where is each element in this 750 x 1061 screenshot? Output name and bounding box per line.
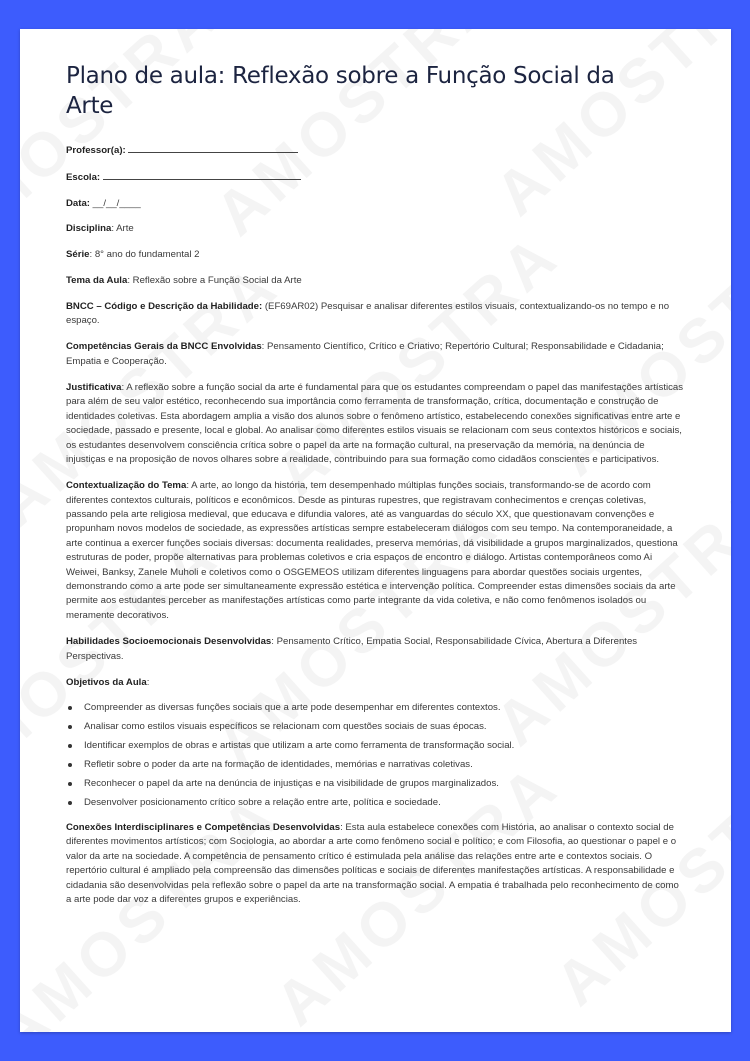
serie-value: : 8° ano do fundamental 2 <box>89 249 200 261</box>
competencias-label: Competências Gerais da BNCC Envolvidas <box>66 341 262 353</box>
competencias-text: : Pensamento Científico, Crítico e Criativo; Repertório Cultural; Responsabilidade e Cidadania; Empatia e Cooperação. <box>66 341 664 367</box>
data-value: __/__/____ <box>92 197 141 209</box>
list-item <box>66 758 686 772</box>
objective-text: Desenvolver posicionamento crítico sobre a relação entre arte, política e sociedade. <box>84 796 441 808</box>
objective-text: Refletir sobre o poder da arte na formação de identidades, memórias e narrativas coletivas. <box>84 758 473 770</box>
contextualizacao-label: Contextualização do Tema <box>66 480 187 492</box>
bncc-section <box>66 300 686 329</box>
data-label: Data: <box>66 197 90 209</box>
objective-text: Reconhecer o papel da arte na denúncia de injustiças e na visibilidade de grupos marginalizados. <box>84 777 499 789</box>
tema-value: : Reflexão sobre a Função Social da Arte <box>127 274 302 286</box>
justificativa-section <box>66 381 686 467</box>
list-item <box>66 701 686 715</box>
competencias-section <box>66 340 686 369</box>
bullet-icon <box>68 763 72 767</box>
escola-blank-line <box>103 170 301 180</box>
conexoes-text: : Esta aula estabelece conexões com História, ao analisar o contexto social de diferentes movimentos artísticos; com Sociologia, ao abordar a arte como fenômeno social e político; e com Filosofia, ao questionar o papel e o valor da arte na sociedade. A competência de pensamento crítico é estimulada pela análise das relações entre arte e contextos sociais. O repertório cultural é ampliado pela compreensão das dimensões políticas e sociais de diferentes manifestações artísticas. A responsabilidade e cidadania são desenvolvidas pela reflexão sobre o papel da arte na transformação social. A empatia é trabalhada pelo reconhecimento de como a arte pode dar voz a diferentes grupos e experiências. <box>66 821 679 905</box>
bncc-label: BNCC – Código e Descrição da Habilidade: <box>66 300 263 312</box>
objective-text: Identificar exemplos de obras e artistas que utilizam a arte como ferramenta de transformação social. <box>84 739 515 751</box>
disciplina-label: Disciplina <box>66 223 112 235</box>
tema-field <box>66 274 686 288</box>
bullet-icon <box>68 744 72 748</box>
bncc-text: (EF69AR02) Pesquisar e analisar diferentes estilos visuais, contextualizando-os no tempo e no espaço. <box>66 300 670 327</box>
objectives-list <box>66 701 686 810</box>
habilidades-text: : Pensamento Crítico, Empatia Social, Responsabilidade Cívica, Abertura a Diferentes Perspectivas. <box>66 636 638 662</box>
bullet-icon <box>68 725 72 729</box>
bullet-icon <box>68 706 72 710</box>
disciplina-field <box>66 222 686 236</box>
tema-label: Tema da Aula <box>66 274 128 286</box>
data-field <box>66 197 686 211</box>
page-title: Plano de aula: Reflexão sobre a Função Social da Arte <box>66 63 615 119</box>
serie-field <box>66 248 686 262</box>
objetivos-suffix: : <box>146 676 150 688</box>
escola-label: Escola: <box>66 171 101 183</box>
list-item <box>66 720 686 734</box>
bullet-icon <box>68 801 72 805</box>
list-item <box>66 796 686 810</box>
serie-label: Série <box>66 249 90 261</box>
conexoes-label: Conexões Interdisciplinares e Competências Desenvolvidas <box>66 821 341 833</box>
objetivos-label: Objetivos da Aula <box>66 676 147 688</box>
professor-blank-line <box>128 143 298 153</box>
bullet-icon <box>68 782 72 786</box>
contextualizacao-section <box>66 479 686 623</box>
objetivos-heading <box>66 676 686 690</box>
escola-field <box>66 170 686 185</box>
objective-text: Analisar como estilos visuais específicos se relacionam com questões sociais de suas épocas. <box>84 720 487 732</box>
justificativa-text: : A reflexão sobre a função social da arte é fundamental para que os estudantes compreendam o papel das manifestações artísticas para além de seu valor estético, reconhecendo sua importância como ferramenta de transformação, crítica, documentação e construção de identidades coletivas. Esta abordagem amplia a visão dos alunos sobre o fenômeno artístico, estabelecendo conexões significativas entre arte e sociedade, passado e presente, local e global. Ao analisar como diferentes estilos visuais se relacionam com seus contextos históricos e sociais, os estudantes desenvolvem consciência crítica sobre o papel da arte na formação cultural, na preservação da memória, na denúncia de injustiças e na proposição de novos olhares sobre a realidade, contribuindo para sua formação como cidadãos conscientes e participativos. <box>66 382 684 466</box>
professor-label: Professor(a): <box>66 145 126 156</box>
document-content <box>66 61 686 919</box>
document-page <box>20 29 731 1032</box>
habilidades-section <box>66 635 686 664</box>
contextualizacao-text: : A arte, ao longo da história, tem desempenhado múltiplas funções sociais, transformando-se de acordo com diferentes contextos culturais, políticos e econômicos. Desde as pinturas rupestres, que registravam conhecimentos e crenças coletivas, passando pela arte religiosa medieval, que educava e difundia valores, até as vanguardas do século XX, que questionavam convenções e propunham novos modelos de sociedade, as expressões artísticas sempre estabeleceram diálogos com seu tempo. Na contemporaneidade, a arte continua a exercer funções sociais diversas: documenta realidades, preserva memórias, dá visibilidade a grupos marginalizados, questiona estruturas de poder, propõe alternativas para problemas coletivos e cria espaços de encontro e diálogo. Artistas contemporâneos como Ai Weiwei, Banksy, Zanele Muholi e coletivos como o OSGEMEOS utilizam diferentes linguagens para abordar questões sociais urgentes, demonstrando como a arte pode ser simultaneamente expressão estética e intervenção política. Compreender estas dimensões sociais da arte permite aos estudantes perceber as manifestações artísticas como parte integrante da vida coletiva, e não como fenômenos isolados ou meramente decorativos. <box>66 480 678 621</box>
conexoes-section <box>66 821 686 907</box>
justificativa-label: Justificativa <box>66 382 122 393</box>
disciplina-value: : Arte <box>111 223 134 235</box>
list-item <box>66 739 686 753</box>
professor-field <box>66 143 686 158</box>
list-item <box>66 777 686 791</box>
habilidades-label: Habilidades Socioemocionais Desenvolvidas <box>66 636 272 648</box>
objective-text: Compreender as diversas funções sociais que a arte pode desempenhar em diferentes contextos. <box>84 701 501 713</box>
